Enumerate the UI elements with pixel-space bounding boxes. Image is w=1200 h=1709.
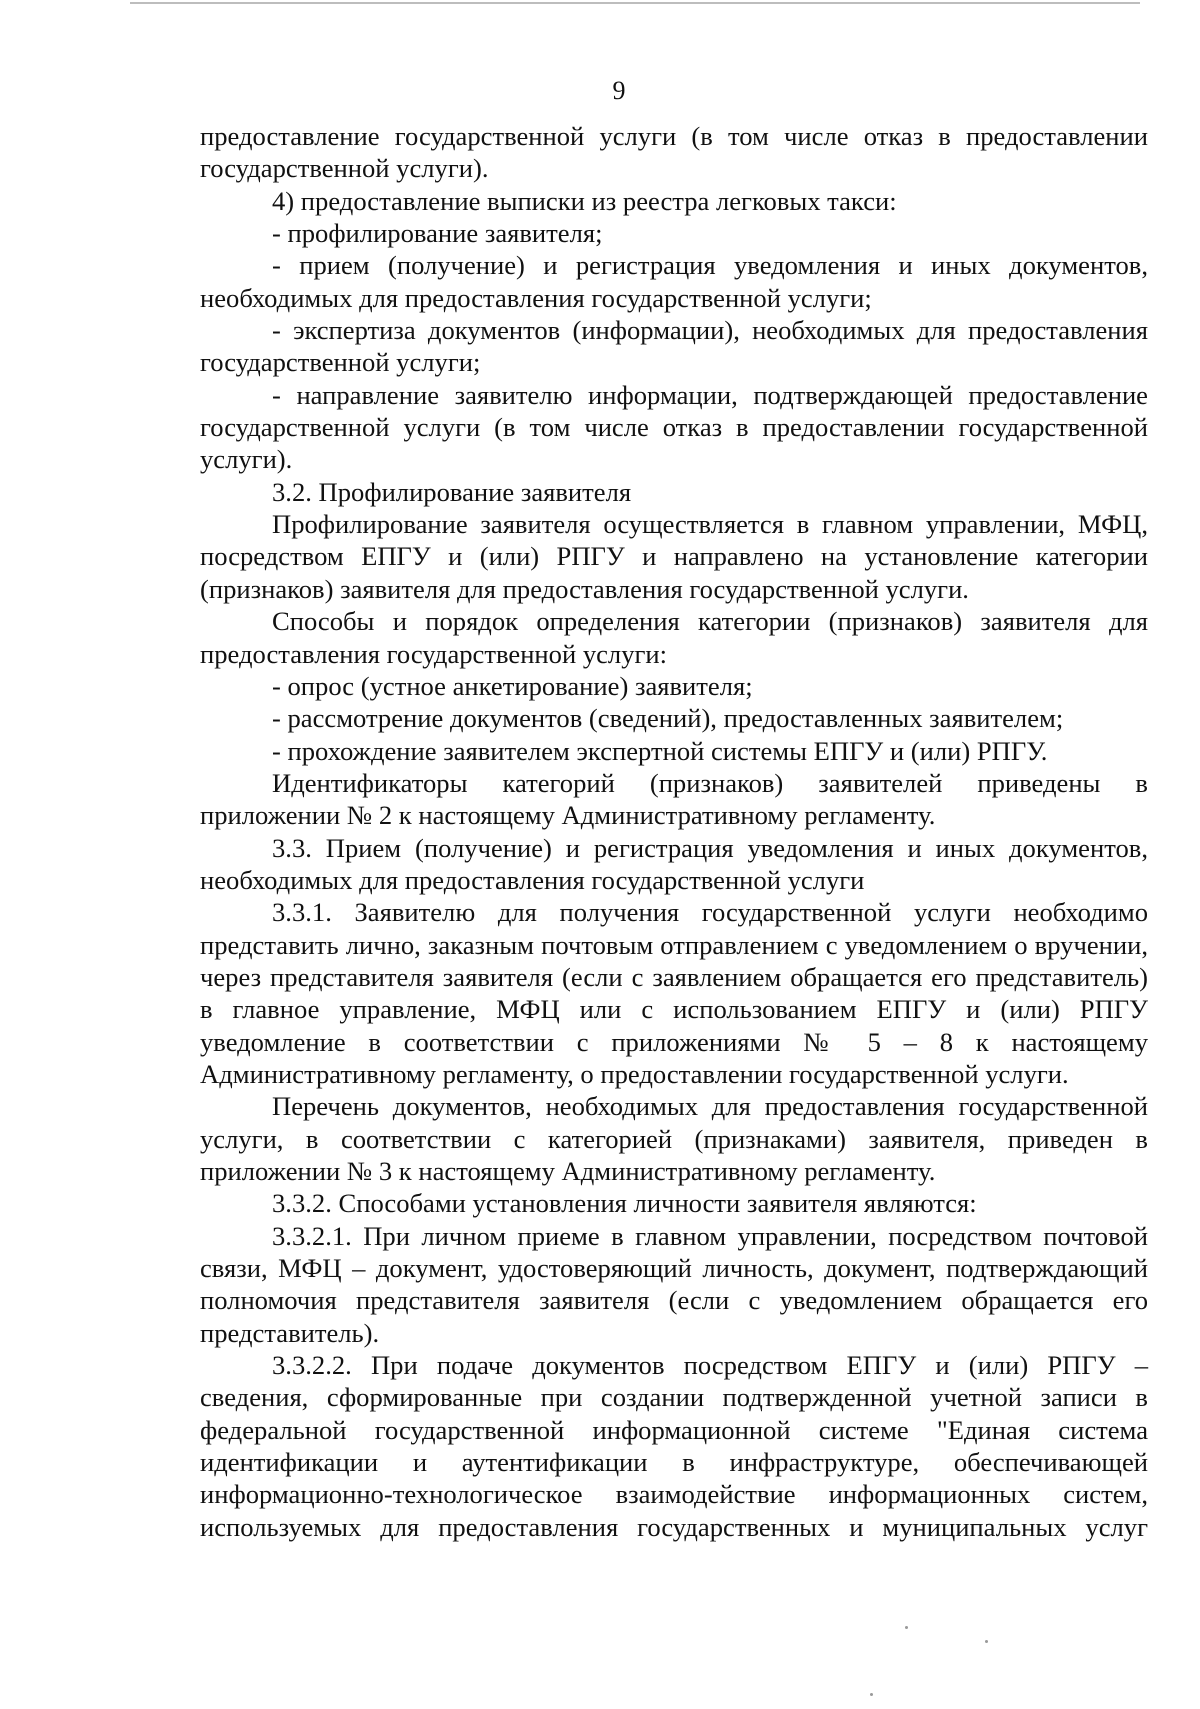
scan-top-edge: [130, 2, 1140, 4]
paragraph: Перечень документов, необходимых для предоставления государственной услуги, в соответствии с категорией (признаками) заявителя, приведен в приложении № 3 к настоящему Административному регламенту.: [200, 1091, 1148, 1186]
list-item: - экспертиза документов (информации), необходимых для предоставления государственной услуги;: [200, 315, 1148, 378]
paragraph: 3.3.2. Способами установления личности заявителя являются:: [272, 1188, 977, 1219]
paragraph: 3.3.2.2. При подаче документов посредством ЕПГУ и (или) РПГУ – сведения, сформированные при создании подтвержденной учетной записи в федеральной государственной информационной системе "Единая система идентификации и аутентификации в инфраструктуре, обеспечивающей информационно-технологическое взаимодействие информационных систем, используемых для предоставления государственных и муниципальных услуг: [200, 1350, 1148, 1542]
list-item: - прохождение заявителем экспертной системы ЕПГУ и (или) РПГУ.: [272, 735, 1048, 766]
section-heading: 3.2. Профилирование заявителя: [272, 476, 632, 507]
paragraph: 3.3.2.1. При личном приеме в главном управлении, посредством почтовой связи, МФЦ – документ, удостоверяющий личность, документ, подтверждающий полномочия представителя заявителя (если с уведомлением обращается его представитель).: [200, 1220, 1148, 1348]
paragraph: 4) предоставление выписки из реестра легковых такси:: [272, 185, 897, 216]
list-item: - опрос (устное анкетирование) заявителя;: [272, 670, 753, 701]
document-body: [200, 120, 1148, 1543]
scan-speck: [985, 1640, 988, 1643]
list-item: - профилирование заявителя;: [272, 218, 603, 249]
list-item: - прием (получение) и регистрация уведомления и иных документов, необходимых для предоставления государственной услуги;: [200, 250, 1148, 313]
scan-speck: [870, 1693, 873, 1696]
paragraph: предоставление государственной услуги (в том числе отказ в предоставлении государственной услуги).: [200, 121, 1148, 184]
page-number: 9: [612, 76, 626, 105]
paragraph: Профилирование заявителя осуществляется в главном управлении, МФЦ, посредством ЕПГУ и (или) РПГУ и направлено на установление категории (признаков) заявителя для предоставления государственной услуги.: [200, 509, 1148, 604]
scan-speck: [905, 1626, 908, 1629]
list-item: - рассмотрение документов (сведений), предоставленных заявителем;: [272, 703, 1064, 734]
paragraph: Способы и порядок определения категории (признаков) заявителя для предоставления государственной услуги:: [200, 606, 1148, 669]
section-heading: 3.3. Прием (получение) и регистрация уведомления и иных документов, необходимых для предоставления государственной услуги: [200, 832, 1148, 895]
list-item: - направление заявителю информации, подтверждающей предоставление государственной услуги (в том числе отказ в предоставлении государственной услуги).: [200, 379, 1148, 475]
paragraph: Идентификаторы категорий (признаков) заявителей приведены в приложении № 2 к настоящему Административному регламенту.: [200, 767, 1148, 831]
paragraph: 3.3.1. Заявителю для получения государственной услуги необходимо представить лично, заказным почтовым отправлением с уведомлением о вручении, через представителя заявителя (если с заявлением обращается его представитель) в главное управление, МФЦ или с использованием ЕПГУ и (или) РПГУ уведомление в соответствии с приложениями № 5 – 8 к настоящему Административному регламенту, о предоставлении государственной услуги.: [200, 897, 1148, 1089]
